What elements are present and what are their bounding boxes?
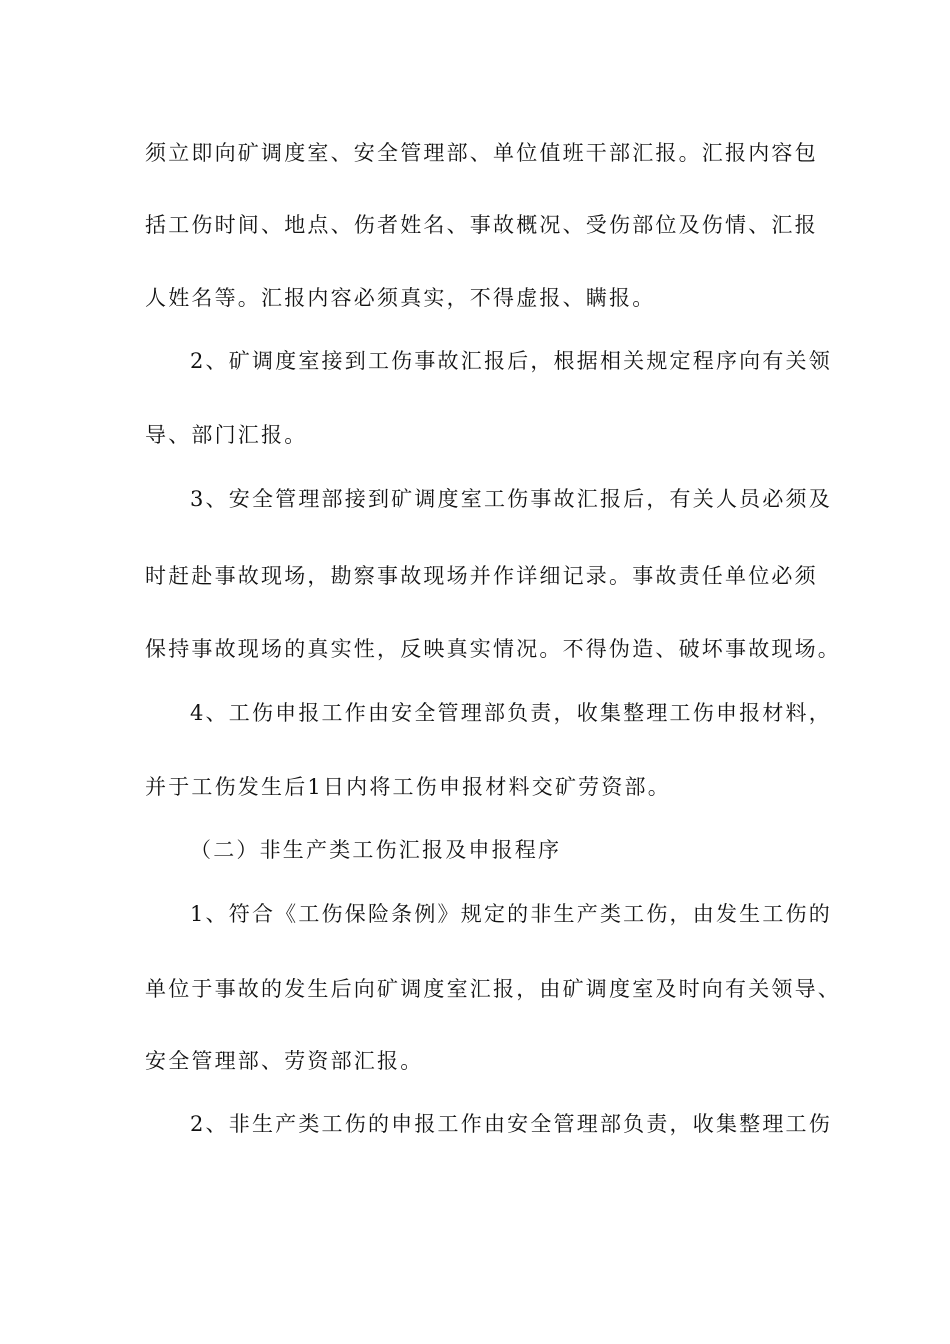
text-line: 括工伤时间、地点、伤者姓名、事故概况、受伤部位及伤情、汇报 bbox=[145, 213, 818, 237]
text-line: 并于工伤发生后1日内将工伤申报材料交矿劳资部。 bbox=[145, 775, 671, 799]
paragraph-line: 4、工伤申报工作由安全管理部负责，收集整理工伤申报材料， bbox=[190, 701, 832, 725]
paragraph-line: 1、符合《工伤保险条例》规定的非生产类工伤，由发生工伤的 bbox=[190, 902, 832, 926]
text-line: 保持事故现场的真实性，反映真实情况。不得伪造、破坏事故现场。 bbox=[145, 637, 841, 661]
text-line: 须立即向矿调度室、安全管理部、单位值班干部汇报。汇报内容包 bbox=[145, 141, 818, 165]
paragraph-line: 2、矿调度室接到工伤事故汇报后，根据相关规定程序向有关领 bbox=[190, 349, 832, 373]
text-line: 单位于事故的发生后向矿调度室汇报，由矿调度室及时向有关领导、 bbox=[145, 977, 841, 1001]
text-line: 安全管理部、劳资部汇报。 bbox=[145, 1049, 424, 1073]
text-line: 人姓名等。汇报内容必须真实，不得虚报、瞒报。 bbox=[145, 286, 656, 310]
text-line: 导、部门汇报。 bbox=[145, 423, 308, 447]
section-heading: （二）非生产类工伤汇报及申报程序 bbox=[190, 838, 562, 862]
text-line: 时赶赴事故现场，勘察事故现场并作详细记录。事故责任单位必须 bbox=[145, 564, 818, 588]
paragraph-line: 3、安全管理部接到矿调度室工伤事故汇报后，有关人员必须及 bbox=[190, 487, 832, 511]
paragraph-line: 2、非生产类工伤的申报工作由安全管理部负责，收集整理工伤 bbox=[190, 1112, 832, 1136]
